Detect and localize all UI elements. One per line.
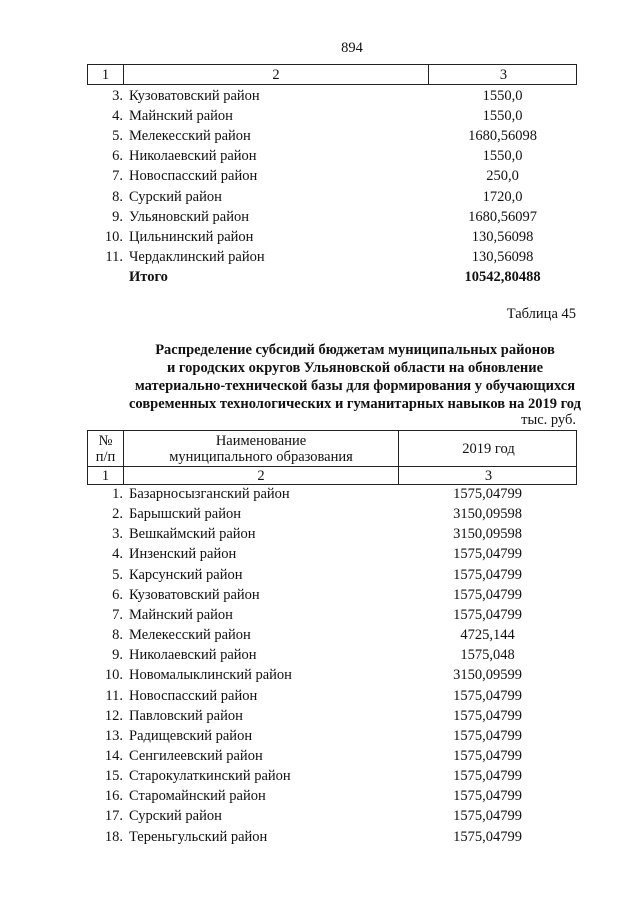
col-number-2: 2 — [272, 66, 280, 83]
row-number: 14. — [104, 747, 123, 764]
page-number: 894 — [341, 40, 363, 56]
row-number: 7. — [112, 606, 123, 623]
table-row — [87, 746, 577, 766]
row-name: Кузоватовский район — [129, 586, 260, 603]
row-name: Базарносызганский район — [129, 486, 290, 502]
table-row — [87, 585, 577, 605]
col-number-2: 2 — [257, 467, 265, 484]
row-number: 10. — [104, 228, 123, 245]
header-year: 2019 год — [462, 440, 515, 457]
row-value: 1575,04799 — [453, 687, 522, 704]
table-row — [87, 504, 577, 524]
row-value: 1575,04799 — [453, 768, 522, 785]
row-name: Ульяновский район — [129, 208, 250, 225]
col-number-1: 1 — [101, 467, 110, 484]
table-row — [87, 665, 577, 685]
table-row — [87, 806, 577, 826]
table-row — [87, 645, 577, 665]
header-number-line2: п/п — [95, 448, 116, 465]
row-number: 12. — [104, 707, 123, 724]
row-number: 8. — [112, 627, 123, 644]
row-name: Радищевский район — [129, 727, 253, 744]
table-row — [87, 686, 577, 706]
col-number-3: 3 — [484, 467, 493, 484]
row-value: 3150,09598 — [453, 526, 522, 543]
row-name: Николаевский район — [129, 148, 257, 165]
table-row — [87, 484, 577, 504]
row-name: Майнский район — [129, 606, 233, 623]
row-value: 1575,04799 — [453, 747, 522, 764]
row-value: 1680,56098 — [468, 128, 537, 145]
table-row — [87, 106, 577, 126]
row-number: 11. — [105, 248, 123, 265]
row-name: Барышский район — [129, 506, 241, 523]
row-value: 1575,04799 — [453, 727, 522, 744]
table-row — [87, 126, 577, 146]
col-number-1: 1 — [101, 66, 110, 83]
row-number: 8. — [112, 188, 123, 205]
table-row — [87, 227, 577, 247]
row-number: 4. — [112, 546, 123, 563]
row-number: 10. — [104, 667, 123, 684]
row-number: 3. — [112, 88, 123, 104]
row-name: Сурский район — [129, 808, 222, 825]
title-line: Распределение субсидий бюджетам муниципальных районов — [155, 342, 555, 358]
table-row — [87, 827, 577, 847]
row-value: 1575,04799 — [453, 707, 522, 724]
row-number: 6. — [112, 586, 123, 603]
table-row — [87, 605, 577, 625]
title-line: и городских округов Ульяновской области на обновление — [166, 360, 544, 376]
row-name: Новоспасский район — [129, 687, 258, 704]
row-number: 17. — [104, 808, 123, 825]
row-name: Мелекесский район — [129, 128, 251, 145]
table-row — [87, 706, 577, 726]
row-number: 15. — [104, 768, 123, 785]
table-row — [87, 544, 577, 564]
row-value: 1575,04799 — [453, 486, 522, 502]
table-row — [87, 766, 577, 786]
row-name: Сурский район — [129, 188, 222, 205]
row-value: 1575,04799 — [453, 828, 522, 845]
table-row — [87, 207, 577, 227]
row-number: 18. — [104, 828, 123, 845]
total-label: Итого — [129, 268, 168, 285]
row-number: 6. — [112, 148, 123, 165]
row-value: 1680,56097 — [468, 208, 537, 225]
total-row — [87, 267, 577, 287]
header-name-line1: Наименование — [215, 432, 307, 449]
row-value: 1575,04799 — [453, 566, 522, 583]
row-value: 1575,04799 — [453, 606, 522, 623]
title-line: современных технологических и гуманитарных навыков на 2019 год — [129, 396, 581, 412]
row-name: Николаевский район — [129, 647, 257, 664]
table-row — [87, 524, 577, 544]
header-number-line1: № — [98, 432, 113, 449]
row-value: 4725,144 — [460, 627, 515, 644]
table-row — [87, 146, 577, 166]
row-number: 4. — [112, 108, 123, 125]
row-value: 250,0 — [486, 168, 519, 185]
row-number: 7. — [112, 168, 123, 185]
table-row — [87, 187, 577, 207]
row-name: Тереньгульский район — [129, 828, 268, 845]
row-name: Мелекесский район — [129, 627, 251, 644]
table-row — [87, 726, 577, 746]
row-number: 11. — [105, 687, 123, 704]
row-number: 5. — [112, 128, 123, 145]
row-value: 130,56098 — [471, 248, 534, 265]
table-row — [87, 565, 577, 585]
row-name: Новомалыклинский район — [129, 667, 292, 684]
row-value: 3150,09599 — [453, 667, 522, 684]
row-name: Карсунский район — [129, 566, 243, 583]
row-number: 5. — [112, 566, 123, 583]
row-value: 130,56098 — [471, 228, 534, 245]
header-name — [124, 431, 398, 466]
row-number: 1. — [112, 486, 123, 502]
row-value: 3150,09598 — [453, 506, 522, 523]
row-number: 9. — [112, 647, 123, 664]
row-name: Цильнинский район — [129, 228, 254, 245]
table-row — [87, 247, 577, 267]
row-number: 2. — [112, 506, 123, 523]
row-value: 1575,048 — [460, 647, 515, 664]
row-value: 1720,0 — [482, 188, 523, 205]
row-name: Сенгилеевский район — [129, 747, 263, 764]
row-name: Чердаклинский район — [129, 248, 265, 265]
row-number: 3. — [112, 526, 123, 543]
row-name: Старомайнский район — [129, 788, 266, 805]
row-name: Инзенский район — [129, 546, 237, 563]
unit-label: тыс. руб. — [521, 412, 576, 428]
row-name: Новоспасский район — [129, 168, 258, 185]
title-line: материально-технической базы для формирования у обучающихся — [134, 378, 576, 394]
table-row — [87, 625, 577, 645]
row-name: Вешкаймский район — [129, 526, 256, 543]
row-value: 1575,04799 — [453, 546, 522, 563]
header-number — [88, 431, 123, 466]
table-row — [87, 166, 577, 186]
row-value: 1575,04799 — [453, 586, 522, 603]
table-number: Таблица 45 — [506, 306, 576, 322]
row-value: 1550,0 — [482, 108, 523, 125]
header-name-line2: муниципального образования — [169, 448, 353, 465]
total-value: 10542,80488 — [464, 268, 541, 285]
row-number: 13. — [104, 727, 123, 744]
row-name: Павловский район — [129, 707, 243, 724]
table-row — [87, 86, 577, 106]
row-value: 1550,0 — [482, 88, 523, 104]
col-number-3: 3 — [499, 66, 508, 83]
row-value: 1575,04799 — [453, 808, 522, 825]
row-number: 16. — [104, 788, 123, 805]
table-title — [60, 341, 640, 413]
row-name: Кузоватовский район — [129, 88, 260, 104]
table2-header — [87, 430, 577, 467]
row-name: Майнский район — [129, 108, 233, 125]
row-value: 1550,0 — [482, 148, 523, 165]
table2-column-numbers — [87, 466, 577, 485]
row-number: 9. — [112, 208, 123, 225]
table1-column-numbers — [87, 64, 577, 85]
row-value: 1575,04799 — [453, 788, 522, 805]
table-row — [87, 786, 577, 806]
row-name: Старокулаткинский район — [129, 768, 291, 785]
